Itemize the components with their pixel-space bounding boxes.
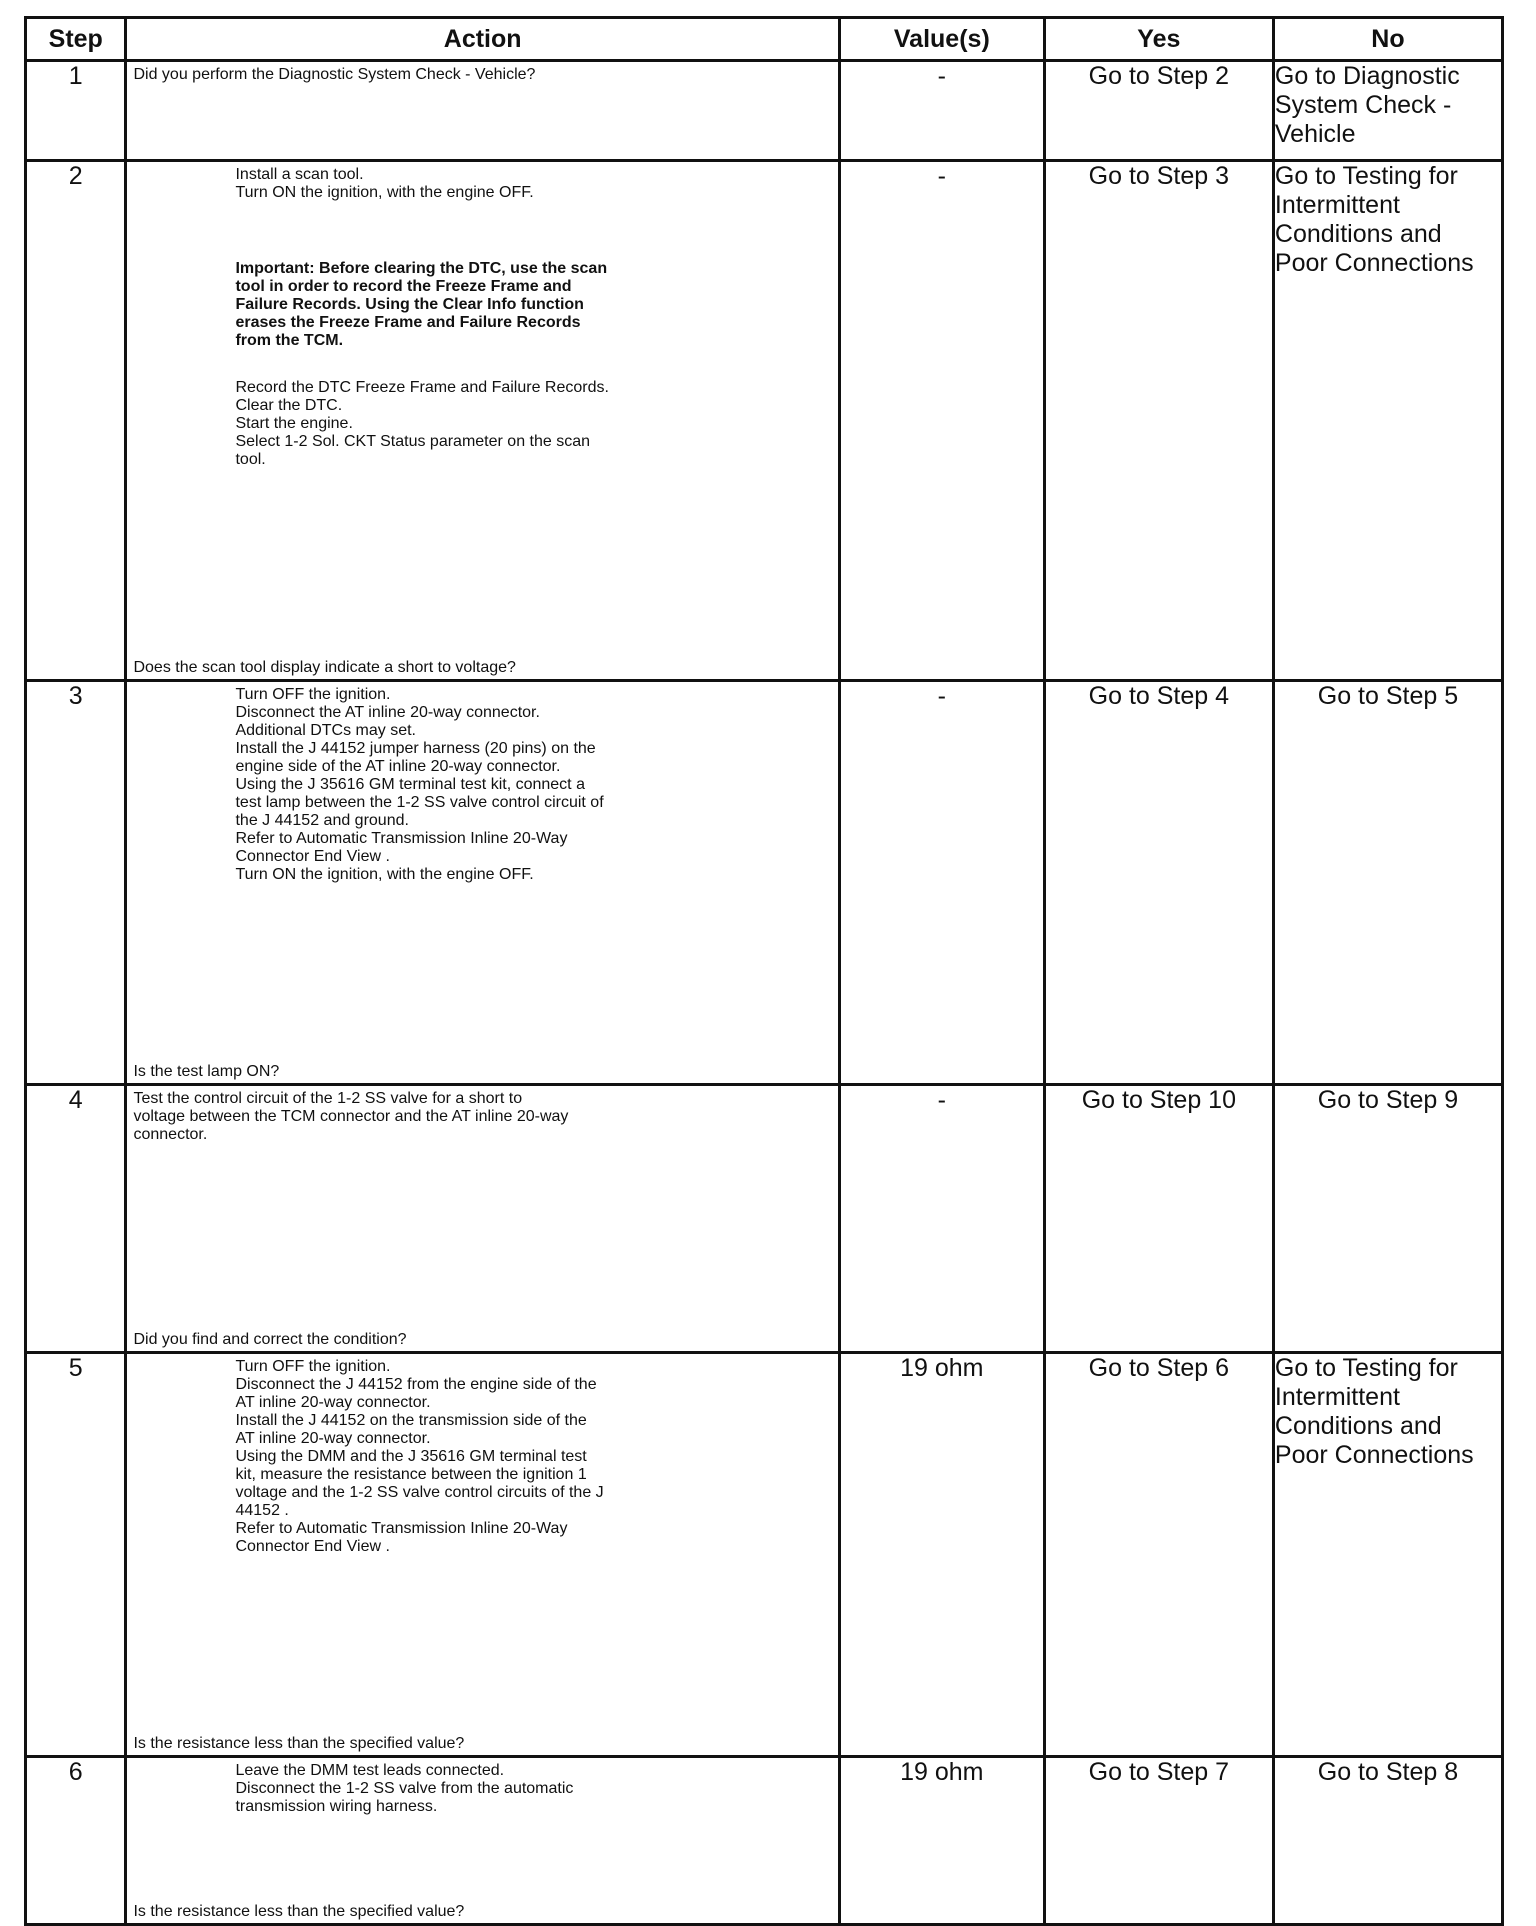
action-line: Turn ON the ignition, with the engine OFF. xyxy=(235,184,534,201)
important-note xyxy=(235,260,831,350)
action-line: engine side of the AT inline 20-way connector. xyxy=(235,758,561,775)
important-line: from the TCM. xyxy=(235,332,344,349)
value-cell: 19 ohm xyxy=(839,1757,1044,1925)
action-line: Leave the DMM test leads connected. xyxy=(235,1762,505,1779)
value-cell: - xyxy=(839,1085,1044,1353)
no-line: System Check - xyxy=(1274,91,1452,119)
action-line: Clear the DTC. xyxy=(235,397,343,414)
action-line: test lamp between the 1-2 SS valve control circuit of xyxy=(235,794,604,811)
action-line: Using the DMM and the J 35616 GM terminal test xyxy=(235,1448,587,1465)
action-line: Start the engine. xyxy=(235,415,353,432)
table-row-step-6 xyxy=(26,1757,1503,1925)
yes-cell: Go to Step 6 xyxy=(1044,1353,1273,1757)
header-yes: Yes xyxy=(1044,18,1273,61)
table-row-step-1 xyxy=(26,61,1503,161)
no-cell: Go to Step 5 xyxy=(1273,681,1502,1085)
no-cell xyxy=(1273,1353,1502,1757)
action-line: Connector End View . xyxy=(235,1538,390,1555)
header-values: Value(s) xyxy=(839,18,1044,61)
no-line: Go to Testing for xyxy=(1274,162,1458,190)
no-cell xyxy=(1273,161,1502,681)
action-line: Disconnect the J 44152 from the engine side of the xyxy=(235,1376,597,1393)
action-cell xyxy=(126,1757,839,1925)
important-line: Failure Records. Using the Clear Info function xyxy=(235,296,584,313)
action-question: Is the resistance less than the specified value? xyxy=(133,1735,465,1752)
step-number: 6 xyxy=(26,1757,126,1925)
action-steps xyxy=(133,1358,831,1556)
value-cell: - xyxy=(839,681,1044,1085)
action-line: Turn ON the ignition, with the engine OFF. xyxy=(235,866,534,883)
action-steps xyxy=(133,686,831,884)
step-number: 5 xyxy=(26,1353,126,1757)
action-line: Test the control circuit of the 1-2 SS valve for a short to xyxy=(133,1090,523,1107)
action-line: tool. xyxy=(235,451,266,468)
no-line: Conditions and xyxy=(1274,1412,1442,1440)
important-line: Important: Before clearing the DTC, use the scan xyxy=(235,260,608,277)
value-cell: - xyxy=(839,61,1044,161)
action-line: Select 1-2 Sol. CKT Status parameter on the scan xyxy=(235,433,591,450)
action-line: Disconnect the AT inline 20-way connector. xyxy=(235,704,540,721)
yes-cell: Go to Step 3 xyxy=(1044,161,1273,681)
no-line: Conditions and xyxy=(1274,220,1442,248)
header-step: Step xyxy=(26,18,126,61)
header-row xyxy=(26,18,1503,61)
action-cell xyxy=(126,1353,839,1757)
no-cell: Go to Step 8 xyxy=(1273,1757,1502,1925)
action-cell xyxy=(126,161,839,681)
action-line: Install the J 44152 on the transmission side of the xyxy=(235,1412,587,1429)
action-question: Did you perform the Diagnostic System Check - Vehicle? xyxy=(133,66,536,83)
action-question: Does the scan tool display indicate a short to voltage? xyxy=(133,659,516,676)
important-line: tool in order to record the Freeze Frame and xyxy=(235,278,572,295)
action-line: Install a scan tool. xyxy=(235,166,364,183)
action-question: Is the test lamp ON? xyxy=(133,1063,280,1080)
action-line: Additional DTCs may set. xyxy=(235,722,416,739)
action-line: AT inline 20-way connector. xyxy=(235,1394,431,1411)
yes-cell: Go to Step 10 xyxy=(1044,1085,1273,1353)
action-steps xyxy=(133,1090,831,1144)
action-line: Refer to Automatic Transmission Inline 20-Way xyxy=(235,830,568,847)
action-line: transmission wiring harness. xyxy=(235,1798,438,1815)
action-line: 44152 . xyxy=(235,1502,289,1519)
action-line: Record the DTC Freeze Frame and Failure Records. xyxy=(235,379,609,396)
value-cell: - xyxy=(839,161,1044,681)
no-line: Vehicle xyxy=(1274,120,1356,148)
table-row-step-4 xyxy=(26,1085,1503,1353)
table-row-step-2 xyxy=(26,161,1503,681)
action-line: AT inline 20-way connector. xyxy=(235,1430,431,1447)
step-number: 2 xyxy=(26,161,126,681)
table-row-step-5 xyxy=(26,1353,1503,1757)
yes-cell: Go to Step 2 xyxy=(1044,61,1273,161)
table-row-step-3 xyxy=(26,681,1503,1085)
action-line: the J 44152 and ground. xyxy=(235,812,409,829)
yes-cell: Go to Step 4 xyxy=(1044,681,1273,1085)
no-line: Poor Connections xyxy=(1274,1441,1474,1469)
action-line: Turn OFF the ignition. xyxy=(235,1358,391,1375)
no-line: Intermittent xyxy=(1274,1383,1400,1411)
no-cell: Go to Step 9 xyxy=(1273,1085,1502,1353)
action-question: Did you find and correct the condition? xyxy=(133,1331,407,1348)
no-line: Intermittent xyxy=(1274,191,1400,219)
action-line: Refer to Automatic Transmission Inline 20-Way xyxy=(235,1520,568,1537)
action-line: connector. xyxy=(133,1126,208,1143)
action-cell xyxy=(126,61,839,161)
action-line: Install the J 44152 jumper harness (20 pins) on the xyxy=(235,740,596,757)
step-number: 4 xyxy=(26,1085,126,1353)
action-line: Disconnect the 1-2 SS valve from the automatic xyxy=(235,1780,574,1797)
header-no: No xyxy=(1273,18,1502,61)
action-steps xyxy=(133,166,831,469)
value-cell: 19 ohm xyxy=(839,1353,1044,1757)
action-question: Is the resistance less than the specified value? xyxy=(133,1903,465,1920)
action-line: voltage between the TCM connector and the AT inline 20-way xyxy=(133,1108,569,1125)
action-line: Turn OFF the ignition. xyxy=(235,686,391,703)
important-line: erases the Freeze Frame and Failure Records xyxy=(235,314,581,331)
action-cell xyxy=(126,1085,839,1353)
action-line: voltage and the 1-2 SS valve control circuits of the J xyxy=(235,1484,604,1501)
action-line: Using the J 35616 GM terminal test kit, connect a xyxy=(235,776,585,793)
action-line: Connector End View . xyxy=(235,848,390,865)
no-line: Poor Connections xyxy=(1274,249,1474,277)
no-line: Go to Diagnostic xyxy=(1274,62,1460,90)
action-cell xyxy=(126,681,839,1085)
no-line: Go to Testing for xyxy=(1274,1354,1458,1382)
header-action: Action xyxy=(126,18,839,61)
no-cell xyxy=(1273,61,1502,161)
diagnostic-table xyxy=(24,16,1504,1926)
step-number: 1 xyxy=(26,61,126,161)
action-steps xyxy=(133,1762,831,1816)
action-line: kit, measure the resistance between the ignition 1 xyxy=(235,1466,587,1483)
step-number: 3 xyxy=(26,681,126,1085)
yes-cell: Go to Step 7 xyxy=(1044,1757,1273,1925)
